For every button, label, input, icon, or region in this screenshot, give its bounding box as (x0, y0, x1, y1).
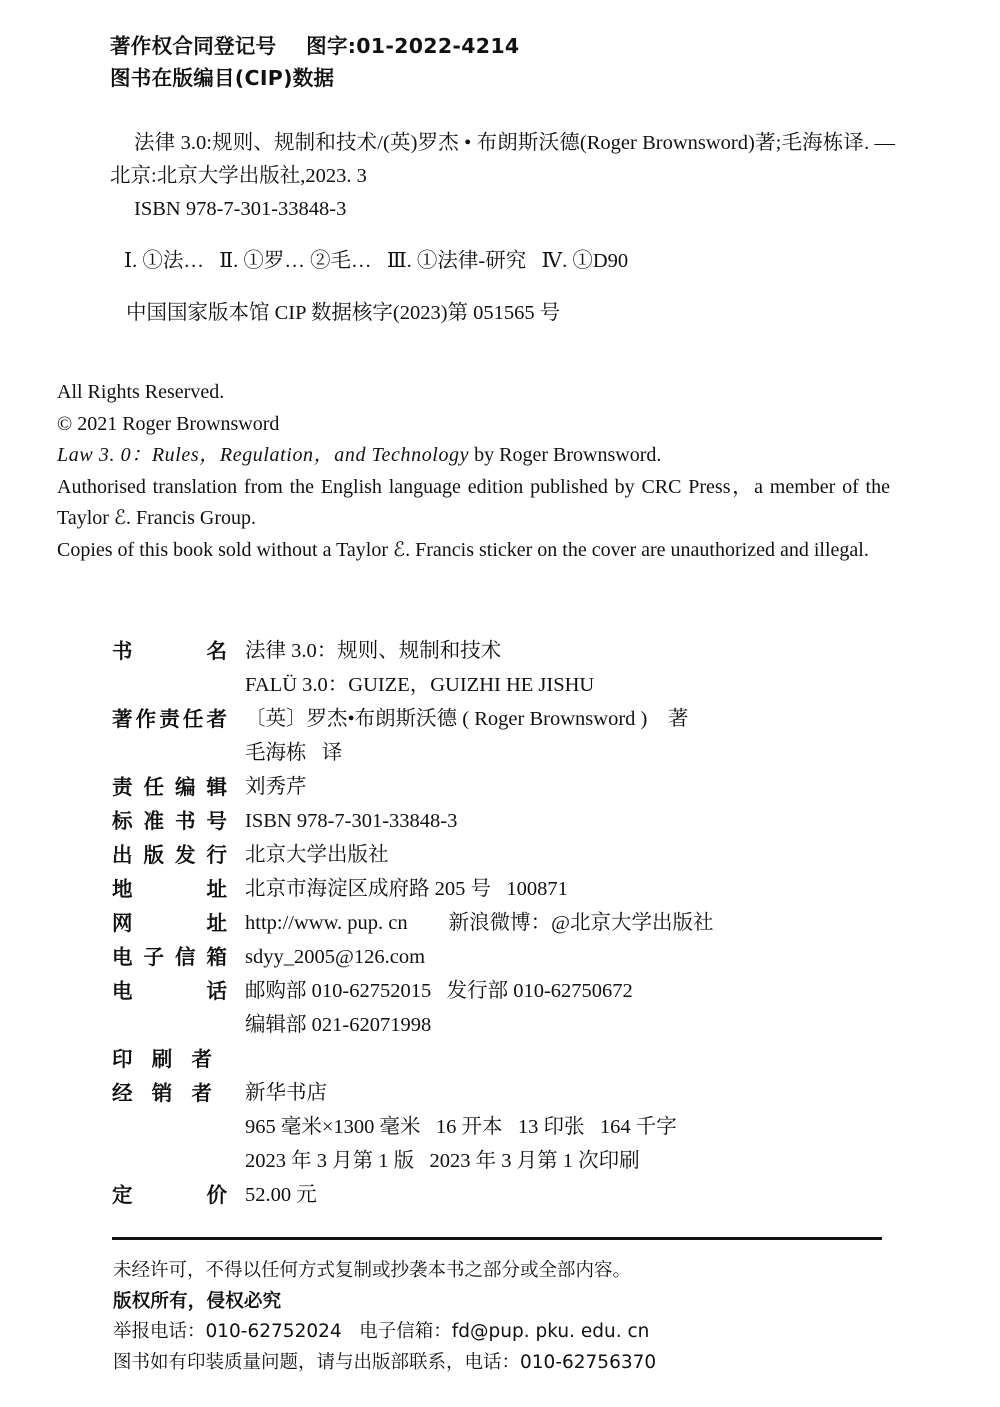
colophon-value: 刘秀芹 (245, 776, 307, 798)
colophon-row-values (245, 1042, 912, 1076)
colophon-row-values (245, 1076, 912, 1178)
colophon-row-values (245, 940, 912, 974)
colophon-row-values (245, 838, 912, 872)
colophon-label-char: 箱 (206, 945, 227, 969)
colophon-value: 法律 3.0：规则、规制和技术 (245, 640, 502, 662)
colophon-row-label (112, 974, 245, 1008)
authorised-translation-statement: Authorised translation from the English language edition published by CRC Press，a member of the Taylor ℰ. Francis Group. (57, 475, 890, 529)
colophon-row (112, 1178, 912, 1212)
colophon-label-char: 址 (206, 911, 227, 935)
colophon-row-label (112, 906, 245, 940)
cip-isbn: ISBN 978-7-301-33848-3 (134, 198, 347, 220)
colophon-row (112, 1042, 912, 1076)
colophon-label-char: 责 (112, 775, 133, 799)
colophon-value: http://www. pup. cn 新浪微博：@北京大学出版社 (245, 912, 714, 934)
colophon-row-label (112, 804, 245, 838)
colophon-row (112, 702, 912, 770)
colophon-value: 北京大学出版社 (245, 844, 389, 866)
colophon-row-values (245, 906, 912, 940)
copyright-notice: © 2021 Roger Brownsword (57, 412, 280, 435)
colophon-row-values (245, 634, 912, 702)
colophon-label-char: 责 (159, 707, 180, 731)
colophon-value: 52.00 元 (245, 1184, 317, 1206)
copyright-warning: 版权所有，侵权必究 (113, 1290, 282, 1312)
colophon-label-char: 书 (112, 639, 133, 663)
colophon-value: sdyy_2005@126.com (245, 946, 426, 968)
colophon-value: 北京市海淀区成府路 205 号 100871 (245, 878, 568, 900)
colophon-value: 编辑部 021-62071998 (245, 1014, 432, 1036)
colophon-label-char: 经 (112, 1081, 133, 1105)
rights-block (57, 377, 890, 566)
colophon-value: ISBN 978-7-301-33848-3 (245, 810, 458, 832)
cip-classification: Ⅰ. ①法… Ⅱ. ①罗… ②毛… Ⅲ. ①法律-研究 Ⅳ. ①D90 (124, 250, 629, 272)
all-rights-reserved: All Rights Reserved. (57, 381, 225, 403)
colophon-row-label (112, 770, 245, 804)
colophon-label-char: 者 (191, 1047, 212, 1071)
colophon-value: 2023 年 3 月第 1 版 2023 年 3 月第 1 次印刷 (245, 1150, 640, 1172)
colophon-label-char: 地 (112, 877, 133, 901)
original-work-title (57, 440, 890, 472)
colophon-label-char: 作 (135, 707, 157, 731)
report-contact: 举报电话：010-62752024 电子信箱：fd@pup. pku. edu. cn (113, 1321, 650, 1342)
colophon-label-char: 著 (112, 707, 133, 731)
colophon-row (112, 770, 912, 804)
colophon-label-char: 者 (191, 1081, 212, 1105)
colophon-row (112, 872, 912, 906)
colophon-row-label (112, 634, 245, 668)
colophon-label-char: 发 (175, 843, 196, 867)
colophon-row-label (112, 940, 245, 974)
colophon-row (112, 634, 912, 702)
colophon-row-values (245, 804, 912, 838)
footer-block (113, 1256, 913, 1378)
cip-entry: 法律 3.0:规则、规制和技术/(英)罗杰 • 布朗斯沃德(Roger Brownsword)著;毛海栋译. —北京:北京大学出版社,2023. 3 (110, 132, 895, 187)
colophon-table (112, 634, 912, 1212)
contract-registration-number: 著作权合同登记号 图字:01-2022-4214 (110, 34, 520, 58)
colophon-label-char: 电 (112, 945, 133, 969)
colophon-label-char: 任 (182, 707, 204, 731)
colophon-value (245, 1042, 912, 1076)
colophon-label-char: 编 (175, 775, 196, 799)
colophon-label-char: 销 (151, 1081, 173, 1105)
cip-heading: 图书在版编目(CIP)数据 (110, 66, 335, 90)
colophon-row-values (245, 974, 912, 1042)
original-work-title-italic: Law 3. 0：Rules，Regulation，and Technology (57, 444, 470, 466)
colophon-label-char: 网 (112, 911, 133, 935)
colophon-label-char: 刷 (151, 1047, 173, 1071)
cip-verification-number: 中国国家版本馆 CIP 数据核字(2023)第 051565 号 (126, 302, 561, 324)
cip-block (110, 127, 895, 330)
colophon-label-char: 辑 (206, 775, 227, 799)
colophon-row-label (112, 1076, 245, 1110)
quality-contact: 图书如有印装质量问题，请与出版部联系，电话：010-62756370 (113, 1351, 657, 1373)
unauthorized-copies-statement: Copies of this book sold without a Taylor ℰ. Francis sticker on the cover are unauthorized and illegal. (57, 538, 869, 561)
colophon-row-label (112, 872, 245, 906)
colophon-row (112, 906, 912, 940)
colophon-row-values (245, 1178, 912, 1212)
colophon-row (112, 974, 912, 1042)
colophon-label-char: 版 (143, 843, 164, 867)
colophon-label-char: 址 (206, 877, 227, 901)
colophon-row (112, 804, 912, 838)
colophon-row-values (245, 872, 912, 906)
colophon-value: 965 毫米×1300 毫米 16 开本 13 印张 164 千字 (245, 1116, 677, 1138)
colophon-label-char: 任 (143, 775, 164, 799)
colophon-label-char: 子 (143, 945, 164, 969)
colophon-row (112, 1076, 912, 1178)
colophon-label-char: 话 (206, 979, 227, 1003)
colophon-label-char: 书 (175, 809, 196, 833)
colophon-value: 新华书店 (245, 1082, 327, 1104)
footer-divider (112, 1237, 882, 1240)
colophon-row (112, 940, 912, 974)
colophon-label-char: 定 (112, 1183, 133, 1207)
colophon-row-values (245, 770, 912, 804)
colophon-label-char: 者 (206, 707, 227, 731)
colophon-row-values (245, 702, 912, 770)
colophon-label-char: 准 (143, 809, 164, 833)
colophon-value: 毛海栋 译 (245, 742, 343, 764)
colophon-label-char: 名 (206, 639, 227, 663)
colophon-value: 〔英〕罗杰•布朗斯沃德 ( Roger Brownsword ) 著 (245, 708, 689, 730)
colophon-label-char: 号 (206, 809, 227, 833)
colophon-label-char: 标 (112, 809, 133, 833)
colophon-row-label (112, 702, 245, 736)
colophon-row-label (112, 1042, 245, 1076)
colophon-label-char: 电 (112, 979, 133, 1003)
colophon-row-label (112, 1178, 245, 1212)
colophon-value: FALÜ 3.0：GUIZE，GUIZHI HE JISHU (245, 674, 595, 696)
colophon-row (112, 838, 912, 872)
original-work-author: by Roger Brownsword. (469, 444, 662, 466)
colophon-value: 邮购部 010-62752015 发行部 010-62750672 (245, 980, 633, 1002)
colophon-label-char: 印 (112, 1047, 133, 1071)
colophon-label-char: 价 (206, 1183, 227, 1207)
colophon-row-label (112, 838, 245, 872)
colophon-label-char: 行 (206, 843, 227, 867)
reproduction-notice: 未经许可，不得以任何方式复制或抄袭本书之部分或全部内容。 (113, 1260, 632, 1281)
colophon-label-char: 出 (112, 843, 133, 867)
colophon-label-char: 信 (175, 945, 196, 969)
registration-block (110, 30, 940, 94)
